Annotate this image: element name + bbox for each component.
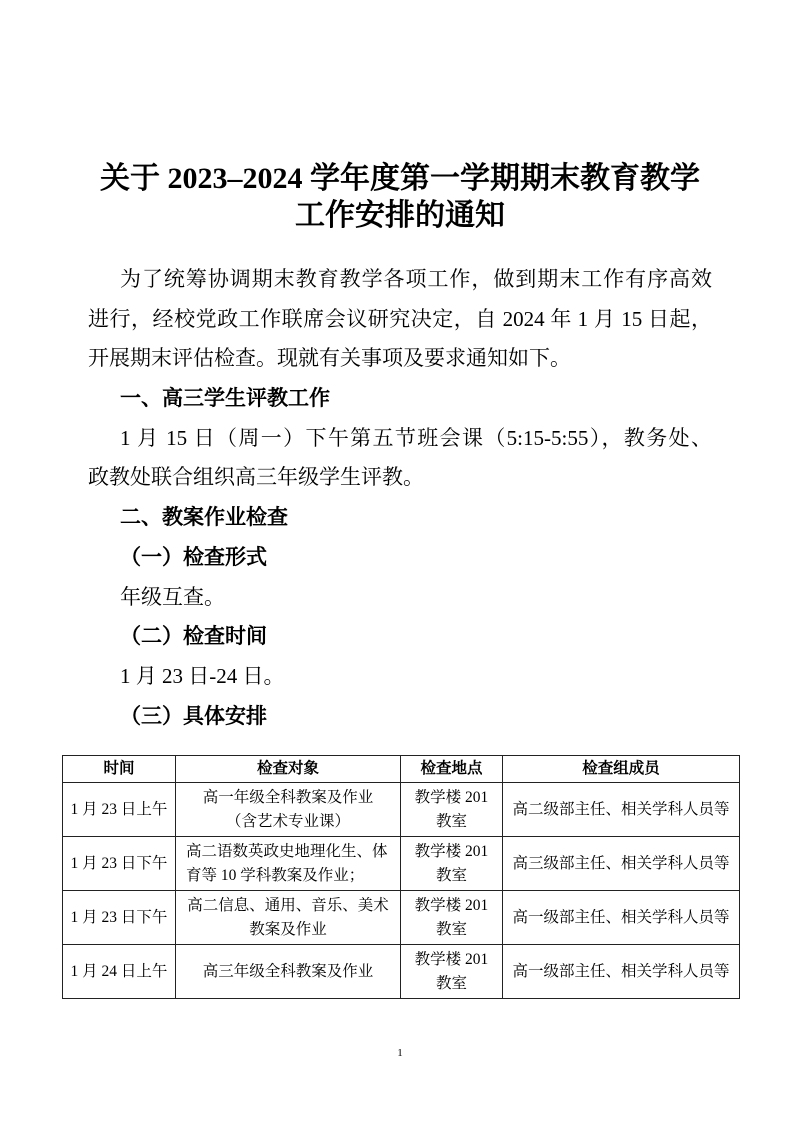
- cell-line: 高二语数英政史地理化生、体: [186, 842, 388, 860]
- document-body: [88, 260, 712, 736]
- section1-paragraph: [88, 419, 712, 498]
- cell-members: [503, 945, 740, 999]
- cell-line: 教学楼 201: [414, 842, 489, 860]
- cell-line: 高三年级全科教案及作业: [202, 962, 374, 980]
- cell-members: [503, 891, 740, 945]
- document-title: [0, 160, 800, 234]
- paragraph-line: 年级互查。: [120, 584, 225, 609]
- section-heading: 二、教案作业检查: [120, 506, 288, 530]
- header-target: 检查对象: [176, 756, 401, 783]
- table-head: [63, 756, 740, 783]
- paragraph-line: 为了统筹协调期末教育教学各项工作，做到期末工作有序高效: [120, 267, 712, 291]
- cell-target: [176, 837, 401, 891]
- cell-location: [401, 783, 503, 837]
- cell-members: [503, 837, 740, 891]
- paragraph-line: 开展期末评估检查。现就有关事项及要求通知如下。: [88, 346, 571, 371]
- paragraph-line: 政教处联合组织高三年级学生评教。: [88, 465, 424, 490]
- cell-line: 教学楼 201: [414, 896, 489, 914]
- intro-paragraph: [88, 260, 712, 379]
- cell-location: [401, 945, 503, 999]
- cell-time: [63, 783, 176, 837]
- cell-line: （含艺术专业课）: [225, 812, 350, 830]
- subsection-heading: （二）检查时间: [120, 624, 267, 649]
- table-row: [63, 891, 740, 945]
- cell-line: 高二信息、通用、音乐、美术: [187, 896, 389, 914]
- cell-line: 1 月 23 日下午: [70, 854, 168, 872]
- table-body: [63, 783, 740, 999]
- header-location: 检查地点: [401, 756, 503, 783]
- subsection-heading: （三）具体安排: [120, 703, 267, 728]
- schedule-table: [62, 755, 740, 999]
- cell-time: [63, 945, 176, 999]
- cell-line: 高一级部主任、相关学科人员等: [512, 962, 730, 980]
- cell-members: [503, 783, 740, 837]
- section-heading: 一、高三学生评教工作: [120, 387, 330, 411]
- paragraph-line: 进行，经校党政工作联席会议研究决定，自 2024 年 1 月 15 日起，: [88, 306, 712, 331]
- cell-line: 高一级部主任、相关学科人员等: [512, 908, 730, 926]
- cell-line: 高二级部主任、相关学科人员等: [512, 800, 730, 818]
- paragraph-line: 1 月 23 日-24 日。: [120, 663, 285, 688]
- cell-location: [401, 837, 503, 891]
- cell-line: 育等 10 学科教案及作业；: [186, 866, 365, 884]
- cell-line: 教学楼 201: [414, 788, 489, 806]
- table-row: [63, 783, 740, 837]
- cell-line: 教案及作业: [249, 920, 327, 938]
- cell-line: 教室: [435, 920, 467, 938]
- cell-line: 高三级部主任、相关学科人员等: [512, 854, 730, 872]
- cell-location: [401, 891, 503, 945]
- cell-target: [176, 783, 401, 837]
- cell-time: [63, 891, 176, 945]
- page-number: 1: [397, 1047, 403, 1059]
- cell-line: 教室: [435, 974, 467, 992]
- header-time: 时间: [63, 756, 176, 783]
- title-line: 关于 2023–2024 学年度第一学期期末教育教学: [100, 162, 700, 195]
- header-members: 检查组成员: [503, 756, 740, 783]
- cell-time: [63, 837, 176, 891]
- cell-line: 教室: [435, 866, 467, 884]
- title-line: 工作安排的通知: [295, 199, 505, 232]
- table-row: [63, 837, 740, 891]
- cell-line: 教学楼 201: [414, 950, 489, 968]
- cell-line: 教室: [435, 812, 467, 830]
- paragraph-line: 1 月 15 日（周一）下午第五节班会课（5:15-5:55），教务处、: [120, 425, 712, 450]
- cell-line: 1 月 24 日上午: [70, 962, 168, 980]
- cell-line: 高一年级全科教案及作业: [202, 788, 374, 806]
- subsection-heading: （一）检查形式: [120, 544, 267, 569]
- cell-line: 1 月 23 日上午: [70, 800, 168, 818]
- table-row: [63, 945, 740, 999]
- cell-target: [176, 891, 401, 945]
- cell-target: [176, 945, 401, 999]
- table-header-row: [63, 756, 740, 783]
- cell-line: 1 月 23 日下午: [70, 908, 168, 926]
